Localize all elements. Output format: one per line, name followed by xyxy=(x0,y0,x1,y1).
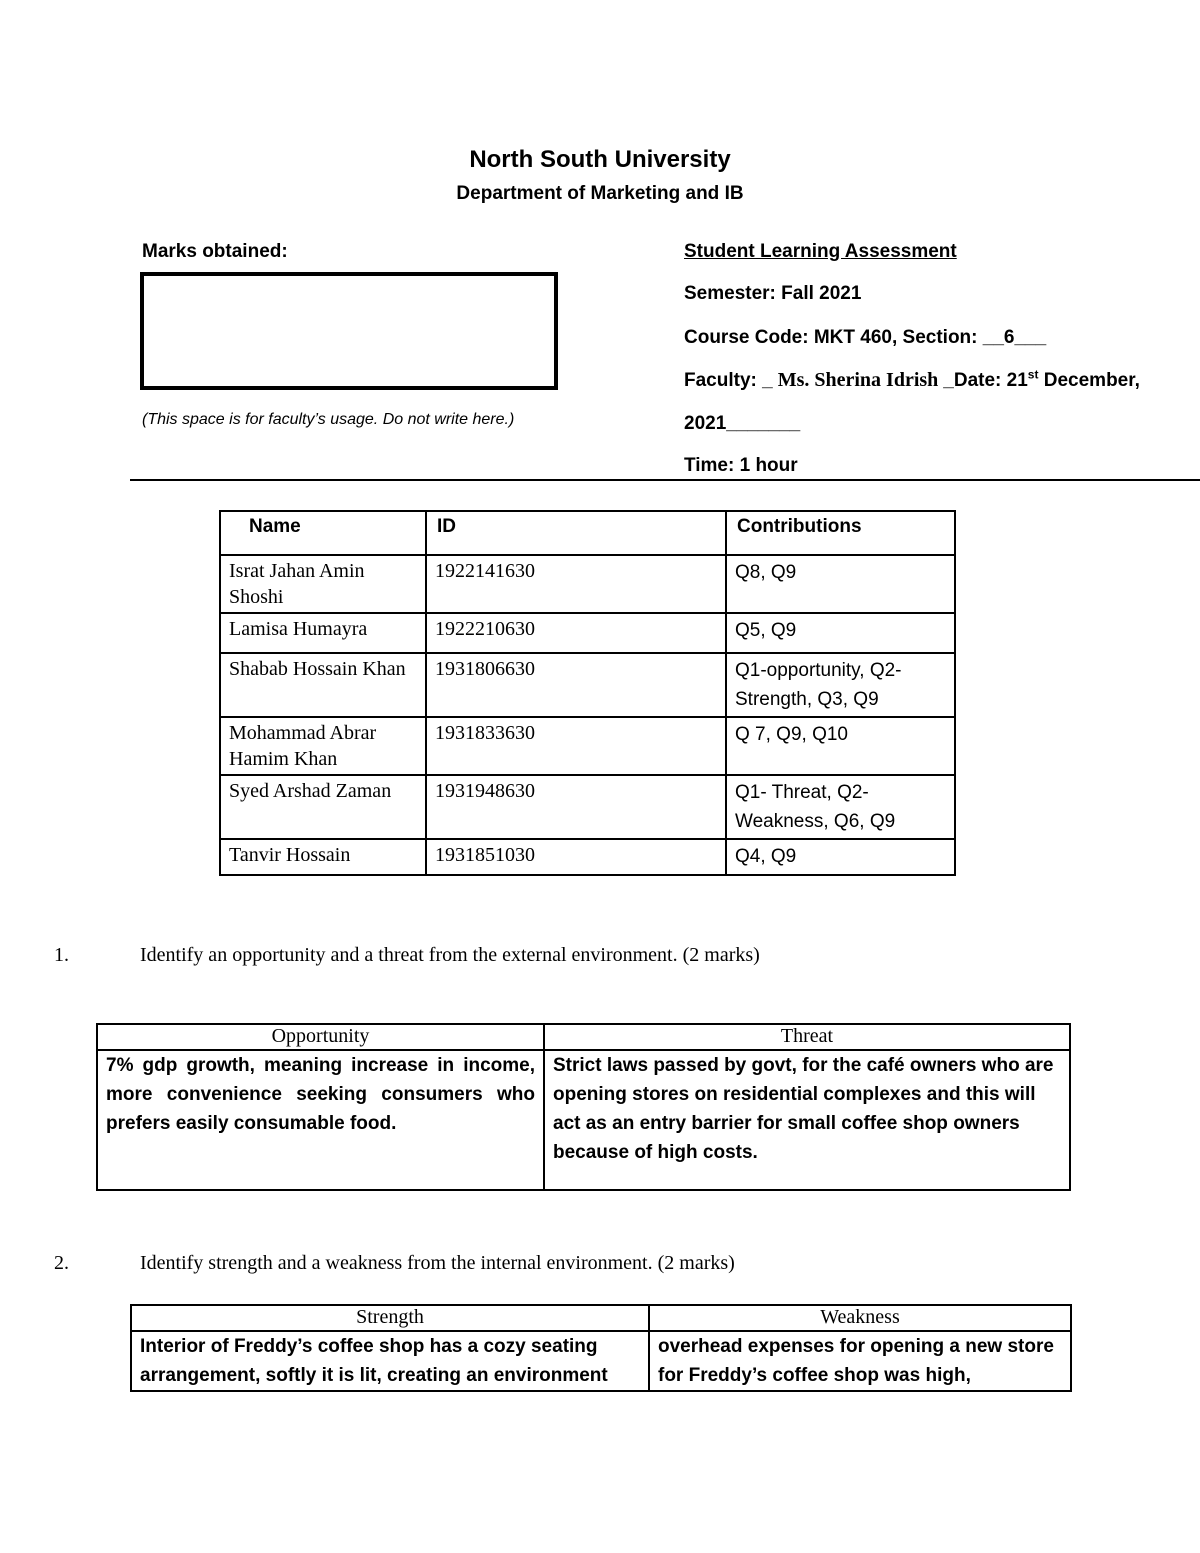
member-contribution: Q8, Q9 xyxy=(726,555,955,613)
table-row xyxy=(220,653,955,717)
member-name: Mohammad Abrar Hamim Khan xyxy=(220,717,426,775)
member-id: 1931833630 xyxy=(426,717,726,775)
table-row xyxy=(220,839,955,875)
member-id: 1931851030 xyxy=(426,839,726,875)
col-id-header: ID xyxy=(426,511,726,555)
member-contribution: Q1-opportunity, Q2-Strength, Q3, Q9 xyxy=(726,653,955,717)
member-contribution: Q5, Q9 xyxy=(726,613,955,653)
faculty-prefix: Faculty: _ xyxy=(684,370,773,391)
member-contribution: Q4, Q9 xyxy=(726,839,955,875)
member-name: Lamisa Humayra xyxy=(220,613,426,653)
year-line: 2021_______ xyxy=(684,413,801,434)
question-2-number: 2. xyxy=(54,1252,69,1274)
opportunity-header: Opportunity xyxy=(97,1024,544,1050)
date-prefix: _Date: 21 xyxy=(943,370,1028,391)
question-1-number: 1. xyxy=(54,944,69,966)
table-row xyxy=(131,1331,1071,1391)
col-name-header: Name xyxy=(220,511,426,555)
member-contribution: Q 7, Q9, Q10 xyxy=(726,717,955,775)
marks-label: Marks obtained: xyxy=(142,241,288,262)
table-row xyxy=(220,555,955,613)
table-header-row xyxy=(220,511,955,555)
weakness-answer: overhead expenses for opening a new store for Freddy’s coffee shop was high, xyxy=(649,1331,1071,1391)
table-row xyxy=(97,1050,1070,1190)
group-members-table xyxy=(219,510,956,876)
member-contribution: Q1- Threat, Q2-Weakness, Q6, Q9 xyxy=(726,775,955,839)
strength-header: Strength xyxy=(131,1305,649,1331)
university-title: North South University xyxy=(469,146,731,173)
weakness-header: Weakness xyxy=(649,1305,1071,1331)
member-name: Israt Jahan Amin Shoshi xyxy=(220,555,426,613)
opportunity-threat-table xyxy=(96,1023,1071,1191)
member-id: 1922141630 xyxy=(426,555,726,613)
faculty-line xyxy=(684,369,1140,392)
table-row xyxy=(220,775,955,839)
table-row xyxy=(220,613,955,653)
assessment-title: Student Learning Assessment xyxy=(684,241,957,262)
date-superscript: st xyxy=(1027,367,1039,382)
member-id: 1931948630 xyxy=(426,775,726,839)
date-suffix: December, xyxy=(1038,370,1140,391)
course-line: Course Code: MKT 460, Section: __6___ xyxy=(684,327,1047,348)
member-id: 1922210630 xyxy=(426,613,726,653)
threat-header: Threat xyxy=(544,1024,1070,1050)
question-1-text: Identify an opportunity and a threat from the external environment. (2 marks) xyxy=(140,944,760,966)
semester-line: Semester: Fall 2021 xyxy=(684,283,862,304)
header-divider xyxy=(130,479,1200,481)
table-header-row xyxy=(97,1024,1070,1050)
member-name: Shabab Hossain Khan xyxy=(220,653,426,717)
strength-weakness-table xyxy=(130,1304,1072,1392)
department-title: Department of Marketing and IB xyxy=(456,183,744,204)
question-2-text: Identify strength and a weakness from the internal environment. (2 marks) xyxy=(140,1252,735,1274)
table-row xyxy=(220,717,955,775)
member-name: Tanvir Hossain xyxy=(220,839,426,875)
time-line: Time: 1 hour xyxy=(684,455,798,476)
col-contrib-header: Contributions xyxy=(726,511,955,555)
table-header-row xyxy=(131,1305,1071,1331)
faculty-name: Ms. Sherina Idrish xyxy=(772,369,944,391)
member-name: Syed Arshad Zaman xyxy=(220,775,426,839)
threat-answer: Strict laws passed by govt, for the café owners who are opening stores on residential complexes and this will act as an entry barrier for small coffee shop owners because of high costs. xyxy=(544,1050,1070,1190)
member-id: 1931806630 xyxy=(426,653,726,717)
opportunity-answer: 7% gdp growth, meaning increase in income, more convenience seeking consumers who prefers easily consumable food. xyxy=(97,1050,544,1190)
marks-box xyxy=(140,272,558,390)
faculty-usage-note: (This space is for faculty’s usage. Do not write here.) xyxy=(142,411,515,428)
strength-answer: Interior of Freddy’s coffee shop has a cozy seating arrangement, softly it is lit, creating an environment xyxy=(131,1331,649,1391)
